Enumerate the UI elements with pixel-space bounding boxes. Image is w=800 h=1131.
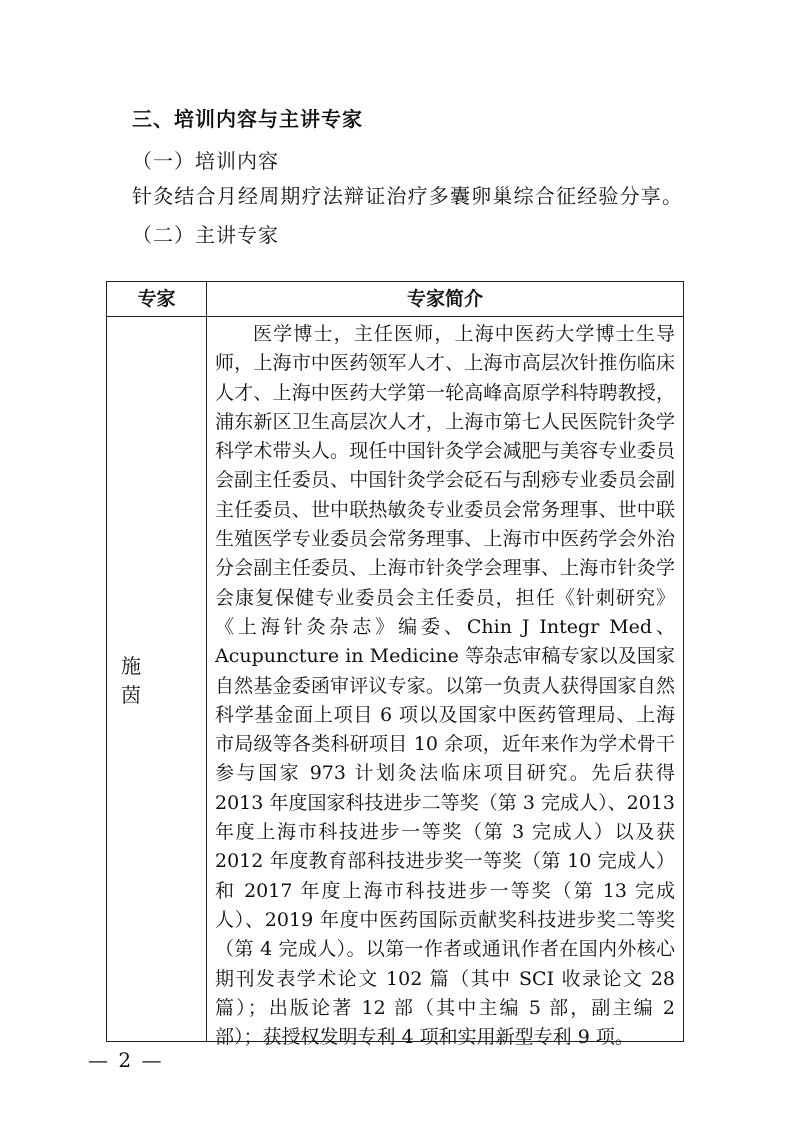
expert-bio: 医学博士，主任医师，上海中医药大学博士生导师，上海市中医药领军人才、上海市高层次针推伤临床人才、上海中医药大学第一轮高峰高原学科特聘教授，浦东新区卫生高层次人才，上海市第七人民医院针灸学科学术带头人。现任中国针灸学会减肥与美容专业委员会副主任委员、中国针灸学会砭石与刮痧专业委员会副主任委员、世中联热敏灸专业委员会常务理事、世中联生殖医学专业委员会常务理事、上海市中医药学会外治分会副主任委员、上海市针灸学会理事、上海市针灸学会康复保健专业委员会主任委员，担任《针刺研究》《上海针灸杂志》编委、Chin J Integr Med、Acupuncture in Medicine 等杂志审稿专家以及国家自然基金委函审评议专家。以第一负责人获得国家自然科学基金面上项目 6 项以及国家中医药管理局、上海市局级等各类科研项目 10 余项，近年来作为学术骨干参与国家 973 计划灸法临床项目研究。先后获得 2013 年度国家科技进步二等奖（第 3 完成人）、2013 年度上海市科技进步一等奖（第 3 完成人）以及获 2012 年度教育部科技进步奖一等奖（第 10 完成人）和 2017 年度上海市科技进步一等奖（第 13 完成人）、2019 年度中医药国际贡献奖科技进步奖二等奖（第 4 完成人）。以第一作者或通讯作者在国内外核心期刊发表学术论文 102 篇（其中 SCI 收录论文 28 篇）；出版论著 12 部（其中主编 5 部，副主编 2 部）；获授权发明专利 4 项和实用新型专利 9 项。 [215,323,675,1049]
expert-table [106,281,684,1049]
header-expert: 专家 [137,288,176,310]
training-content-text: 针灸结合月经周期疗法辩证治疗多囊卵巢综合征经验分享。 [132,184,684,208]
training-content-label: （一）培训内容 [132,149,279,173]
column-divider [206,282,207,1041]
lecturer-label: （二）主讲专家 [132,223,279,247]
expert-name: 施 茵 [121,653,155,707]
header-expert-intro: 专家简介 [406,288,483,310]
page-number: — 2 — [88,1048,164,1072]
section-heading: 三、培训内容与主讲专家 [132,107,363,131]
